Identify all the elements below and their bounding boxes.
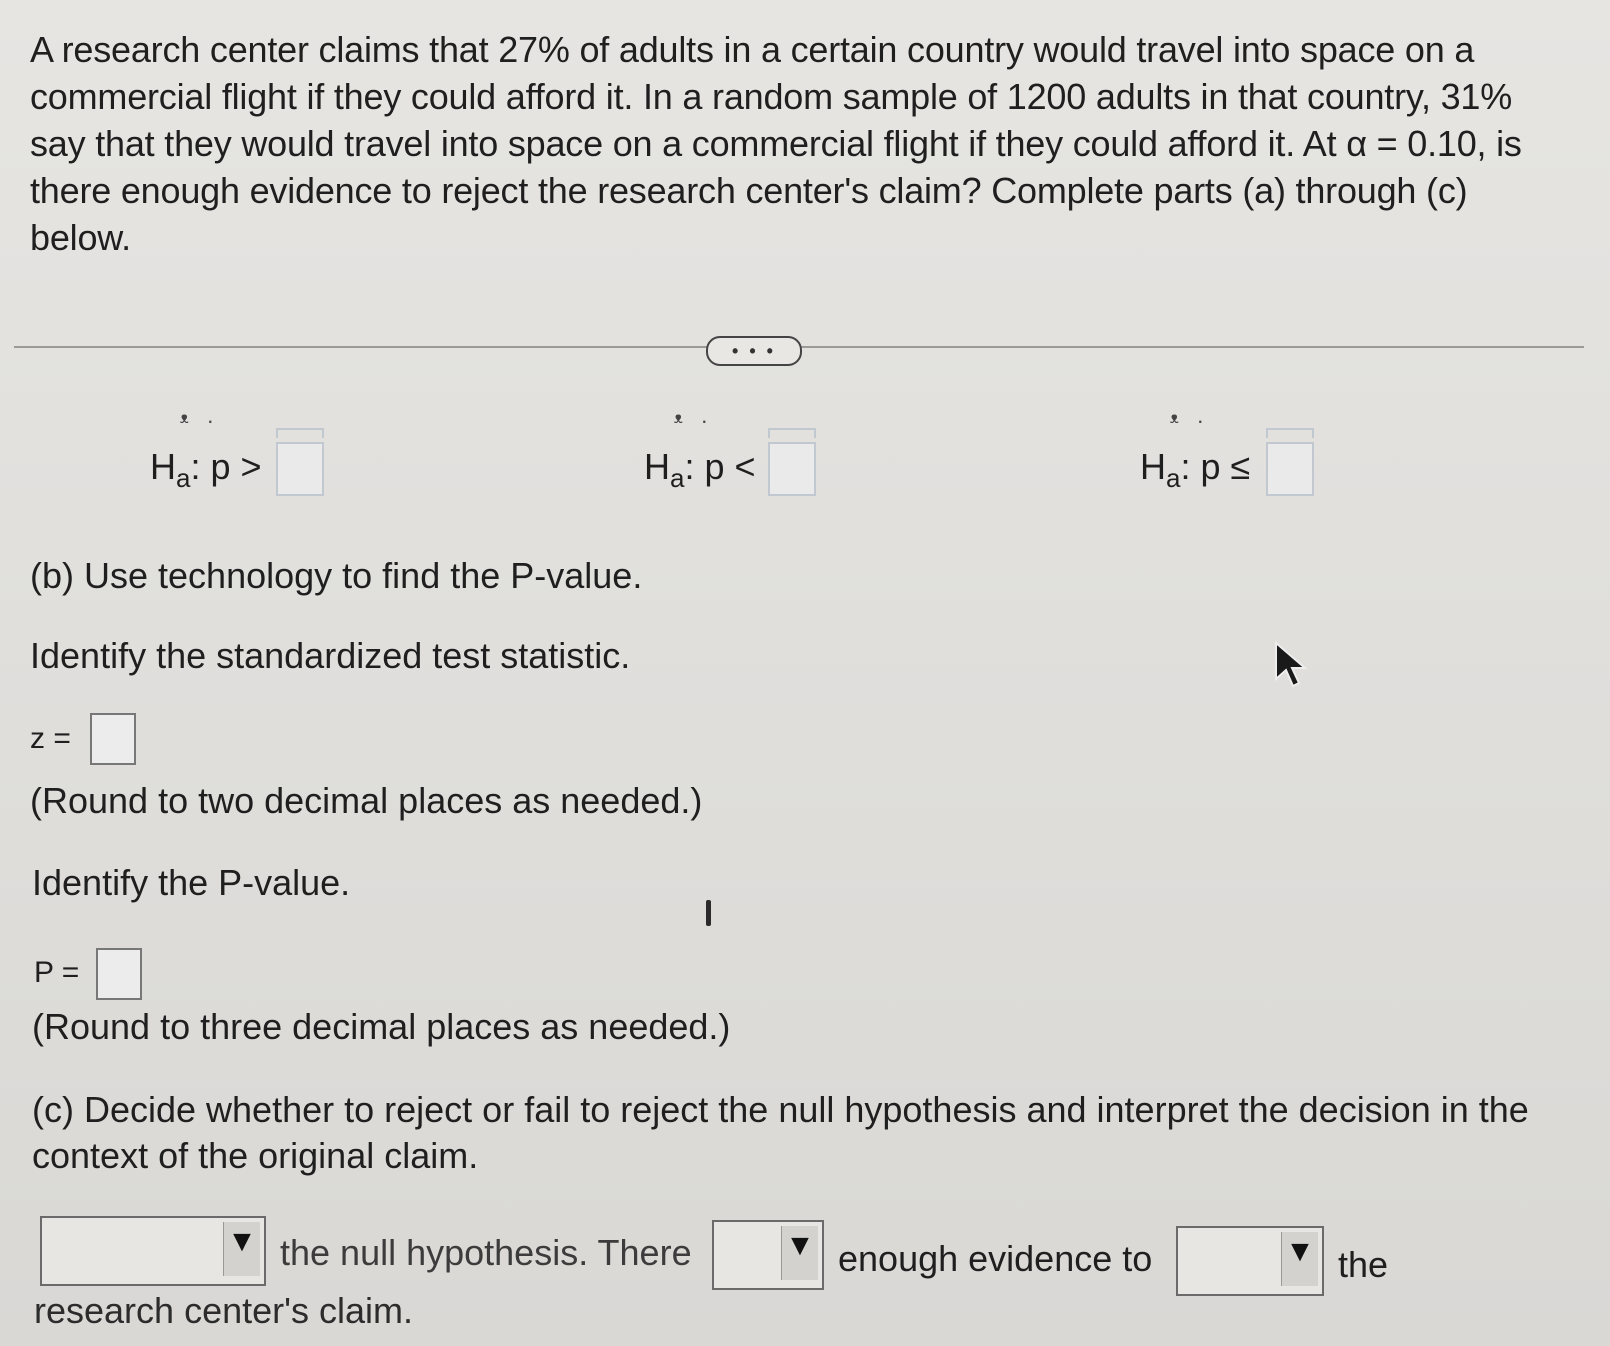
part-b-heading: (b) Use technology to find the P-value. — [30, 555, 643, 596]
mouse-pointer-icon — [1274, 641, 1314, 691]
option-ha-greater[interactable] — [150, 400, 350, 500]
radio-indicator[interactable]: ᵜ· — [180, 408, 232, 433]
decision-dropdown[interactable] — [40, 1216, 266, 1286]
more-button[interactable]: • • • — [706, 336, 802, 366]
sentence-fragment-4: research center's claim. — [34, 1290, 414, 1331]
p-round-note: (Round to three decimal places as needed.) — [32, 1006, 731, 1047]
option-ha-less-equal[interactable] — [1140, 400, 1340, 500]
hypothesis-label: $H_a$: p ≤ — [1140, 446, 1251, 493]
answer-box[interactable] — [276, 442, 324, 496]
chevron-down-icon: ▼ — [781, 1226, 818, 1280]
z-label: z = — [30, 722, 71, 755]
z-input[interactable] — [90, 713, 136, 765]
z-prompt: Identify the standardized test statistic. — [30, 635, 631, 676]
p-label: P = — [34, 956, 80, 989]
sentence-fragment-1: the null hypothesis. There — [280, 1232, 692, 1273]
chevron-down-icon: ▼ — [223, 1222, 260, 1276]
answer-box[interactable] — [768, 442, 816, 496]
p-input[interactable] — [96, 948, 142, 1000]
radio-indicator[interactable]: ᵜ· — [1170, 408, 1222, 433]
hypothesis-label: $H_a$: p < — [644, 446, 756, 493]
evidence-dropdown[interactable] — [712, 1220, 824, 1290]
z-round-note: (Round to two decimal places as needed.) — [30, 780, 703, 821]
chevron-down-icon: ▼ — [1281, 1232, 1318, 1286]
p-prompt: Identify the P-value. — [32, 862, 351, 903]
option-ha-less[interactable] — [644, 400, 844, 500]
radio-indicator[interactable]: ᵜ· — [674, 408, 726, 433]
hypothesis-label: $H_a$: p > — [150, 446, 262, 493]
text-cursor — [706, 900, 711, 926]
question-text: A research center claims that 27% of adults in a certain country would travel into space on a commercial flight if they could afford it. In a random sample of 1200 adults in that country, 31% say that they would travel into space on a commercial flight if they could afford it. At α = 0.10, is there enough evidence to reject the research center's claim? Complete parts (a) through (c) below. — [30, 29, 1522, 258]
part-c-heading: (c) Decide whether to reject or fail to reject the null hypothesis and interpret the decision in the context of the original claim. — [32, 1089, 1529, 1176]
sentence-fragment-2: enough evidence to — [838, 1238, 1153, 1279]
claim-dropdown[interactable] — [1176, 1226, 1324, 1296]
answer-box[interactable] — [1266, 442, 1314, 496]
sentence-fragment-3: the — [1338, 1244, 1389, 1285]
